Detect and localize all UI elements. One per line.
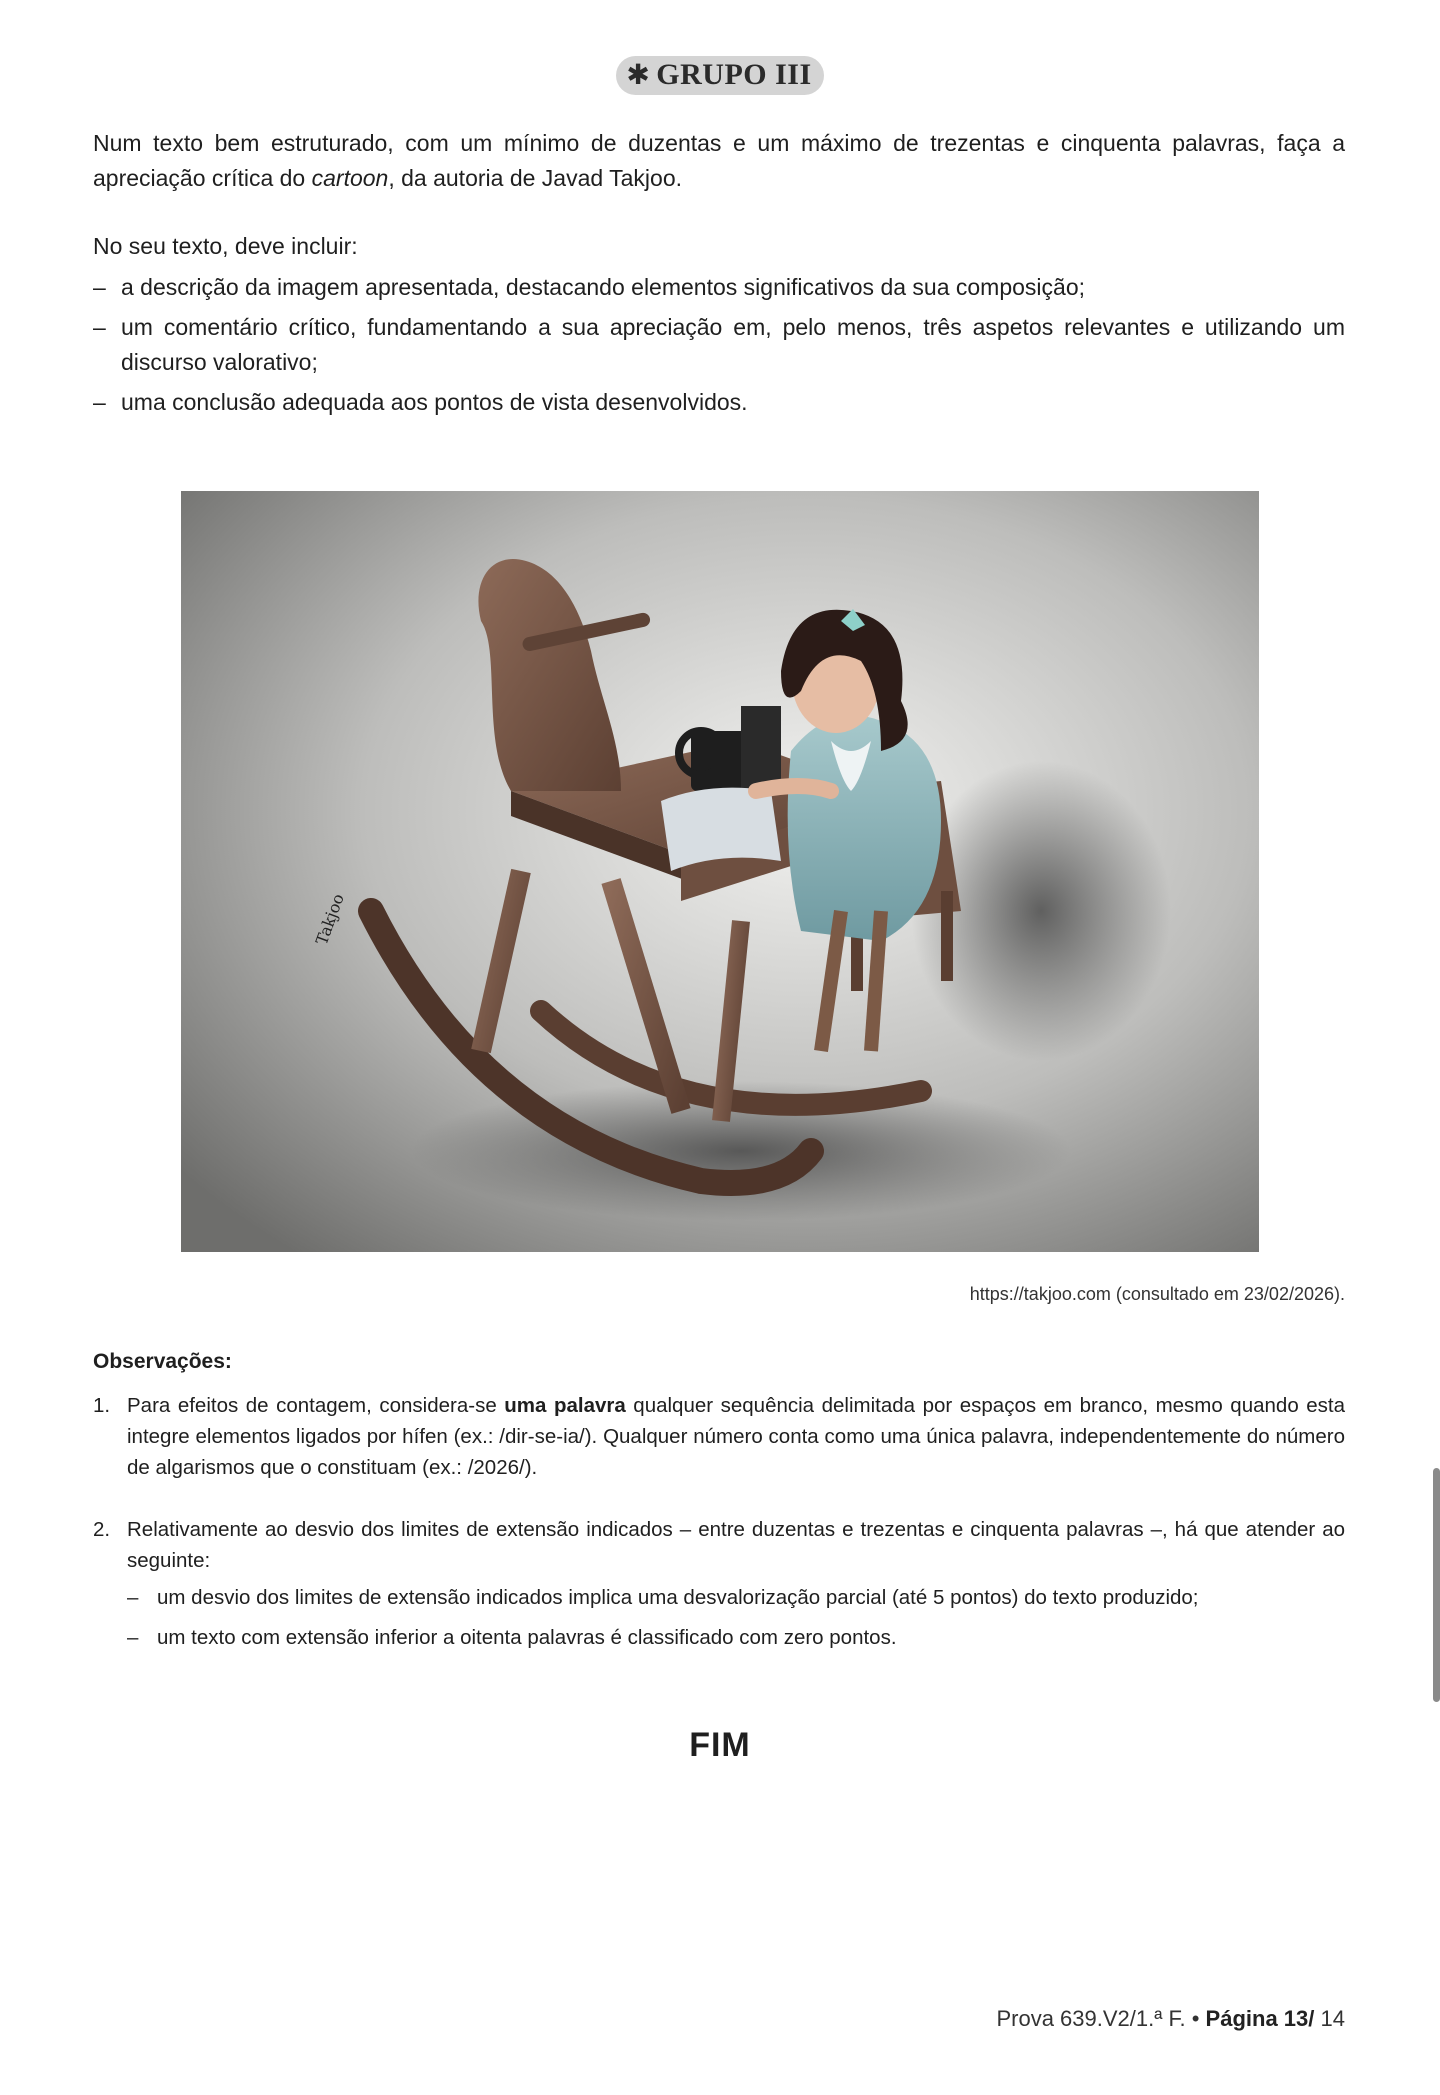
group-heading bbox=[0, 56, 1440, 95]
observation-number: 2. bbox=[93, 1518, 111, 1541]
observation-bold-text: uma palavra bbox=[504, 1394, 626, 1417]
group-title-pill bbox=[616, 56, 823, 95]
intro-text-end: , da autoria de Javad Takjoo. bbox=[388, 165, 683, 191]
requirement-item bbox=[93, 270, 1345, 305]
image-source: https://takjoo.com (consultado em 23/02/2026). bbox=[969, 1284, 1345, 1304]
dash-marker: – bbox=[93, 389, 106, 415]
requirement-item bbox=[93, 310, 1345, 380]
dash-marker: – bbox=[127, 1626, 139, 1649]
requirements-lead: No seu texto, deve incluir: bbox=[93, 233, 358, 259]
observation-subitem-text: um texto com extensão inferior a oitenta palavras é classificado com zero pontos. bbox=[157, 1626, 897, 1649]
intro-text-start: Num texto bem estruturado, com um mínimo de duzentas e um máximo de trezentas e cinquenta palavras, faça a apreciação crítica do bbox=[93, 130, 1345, 191]
requirements-list bbox=[93, 270, 1345, 425]
requirement-text: uma conclusão adequada aos pontos de vista desenvolvidos. bbox=[121, 389, 748, 415]
end-mark: FIM bbox=[689, 1726, 751, 1764]
observation-text: qualquer sequência delimitada por espaços em branco, mesmo quando esta integre elementos ligados por hífen (ex.: /dir-se-ia/). Qualquer número conta como uma única palavra, independentemente do número de algarismos que o constituam (ex.: /2026/). bbox=[127, 1394, 1345, 1479]
asterisk-icon: ✱ bbox=[626, 58, 651, 91]
artist-signature: Takjoo bbox=[311, 891, 348, 948]
task-instructions bbox=[93, 126, 1345, 196]
page-total: 14 bbox=[1320, 2006, 1345, 2031]
observation-text: Relativamente ao desvio dos limites de extensão indicados – entre duzentas e trezentas e cinquenta palavras –, há que atender ao seguinte: bbox=[127, 1518, 1345, 1572]
observation-subitem-text: um desvio dos limites de extensão indicados implica uma desvalorização parcial (até 5 pontos) do texto produzido; bbox=[157, 1586, 1199, 1609]
observations-heading: Observações: bbox=[93, 1350, 232, 1373]
observation-subitem bbox=[127, 1582, 1345, 1613]
intro-cartoon-word: cartoon bbox=[311, 165, 389, 191]
dash-marker: – bbox=[127, 1586, 139, 1609]
dash-marker: – bbox=[93, 314, 106, 340]
group-title-text: GRUPO III bbox=[656, 58, 812, 91]
observations-list bbox=[93, 1390, 1345, 1662]
scrollbar-thumb[interactable] bbox=[1433, 1468, 1440, 1702]
exam-code: Prova 639.V2/1.ª F. • bbox=[996, 2006, 1200, 2031]
requirement-text: um comentário crítico, fundamentando a sua apreciação em, pelo menos, três aspetos relevantes e utilizando um discurso valorativo; bbox=[121, 314, 1345, 375]
requirement-item bbox=[93, 385, 1345, 420]
cartoon-image bbox=[181, 491, 1259, 1252]
dash-marker: – bbox=[93, 274, 106, 300]
observation-subitem bbox=[127, 1622, 1345, 1653]
observation-number: 1. bbox=[93, 1394, 111, 1417]
observation-text: Para efeitos de contagem, considera-se bbox=[127, 1394, 505, 1417]
observation-sublist bbox=[127, 1582, 1345, 1653]
page-label: Página 13/ bbox=[1205, 2006, 1315, 2031]
page-footer bbox=[996, 2006, 1345, 2032]
observation-item bbox=[93, 1390, 1345, 1483]
observation-item bbox=[93, 1514, 1345, 1653]
requirement-text: a descrição da imagem apresentada, destacando elementos significativos da sua composição; bbox=[121, 274, 1086, 300]
